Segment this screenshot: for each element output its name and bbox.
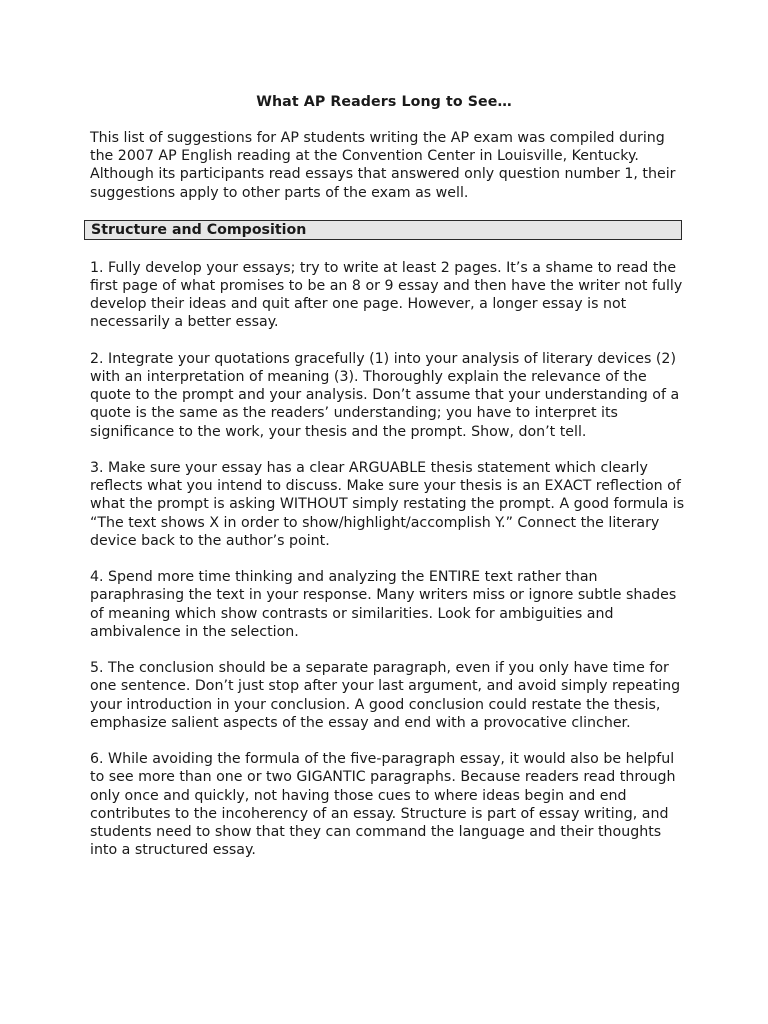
suggestion-paragraph-5: 5. The conclusion should be a separate paragraph, even if you only have time for one sentence. Don’t just stop after your last argument, and avoid simply repeating your introduction in your conclusion. A good conclusion could restate the thesis, emphasize salient aspects of the essay and end with a provocative clincher.	[90, 660, 681, 731]
suggestion-paragraph-1: 1. Fully develop your essays; try to write at least 2 pages. It’s a shame to read the first page of what promises to be an 8 or 9 essay and then have the writer not fully develop their ideas and quit after one page. However, a longer essay is not necessarily a better essay.	[90, 259, 683, 331]
section-heading-structure-and-composition: Structure and Composition	[84, 220, 682, 240]
document-body	[90, 129, 690, 878]
suggestion-paragraph-6: 6. While avoiding the formula of the five-paragraph essay, it would also be helpful to see more than one or two GIGANTIC paragraphs. Because readers read through only once and quickly, not having those cues to where ideas begin and end contributes to the incoherency of an essay. Structure is part of essay writing, and students need to show that they can command the language and their thoughts into a structured essay.	[90, 751, 676, 859]
intro-paragraph: This list of suggestions for AP students writing the AP exam was compiled during the 2007 AP English reading at the Convention Center in Louisville, Kentucky. Although its participants read essays that answered only question number 1, their suggestions apply to other parts of the exam as well.	[90, 130, 676, 201]
document-title: What AP Readers Long to See…	[256, 94, 512, 110]
suggestion-paragraph-4: 4. Spend more time thinking and analyzing the ENTIRE text rather than paraphrasing the text in your response. Many writers miss or ignore subtle shades of meaning which show contrasts or similarities. Look for ambiguities and ambivalence in the selection.	[90, 569, 677, 640]
suggestion-paragraph-3: 3. Make sure your essay has a clear ARGUABLE thesis statement which clearly reflects what you intend to discuss. Make sure your thesis is an EXACT reflection of what the prompt is asking WITHOUT simply restating the prompt. A good formula is “The text shows X in order to show/highlight/accomplish Y.” Connect the literary device back to the author’s point.	[90, 460, 685, 549]
suggestion-paragraph-2: 2. Integrate your quotations gracefully (1) into your analysis of literary devices (2) with an interpretation of meaning (3). Thoroughly explain the relevance of the quote to the prompt and your analysis. Don’t assume that your understanding of a quote is the same as the readers’ understanding; you have to interpret its significance to the work, your thesis and the prompt. Show, don’t tell.	[90, 350, 680, 440]
